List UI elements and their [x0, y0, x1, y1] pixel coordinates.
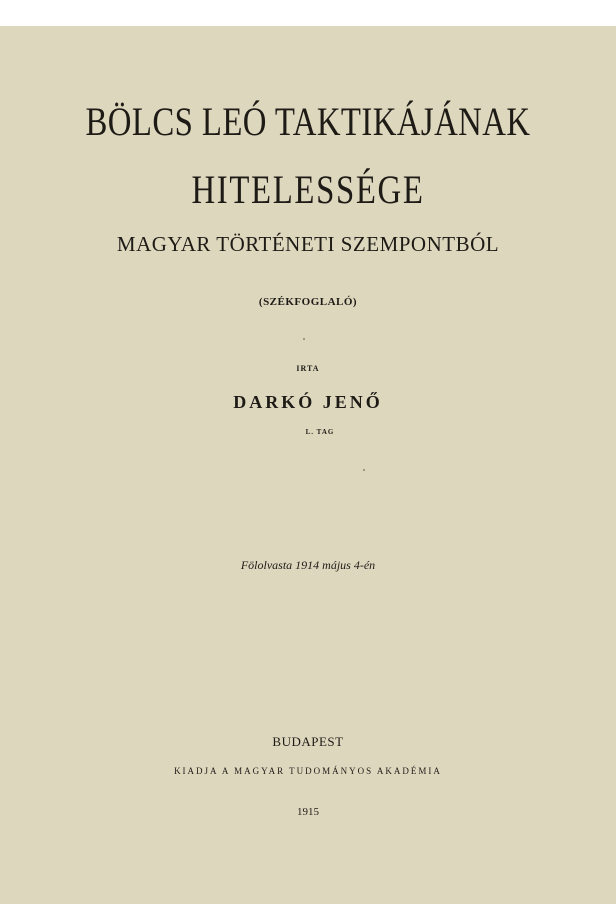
publication-year: 1915: [297, 806, 319, 818]
inaugural-note: (SZÉKFOGLALÓ): [258, 296, 358, 308]
publication-city: BUDAPEST: [272, 734, 344, 749]
title-page: [0, 26, 616, 904]
publisher: KIADJA A MAGYAR TUDOMÁNYOS AKADÉMIA: [174, 766, 442, 776]
author-role: L. TAG: [305, 428, 335, 436]
read-date: Fölolvasta 1914 május 4-én: [240, 558, 376, 572]
title-line-1: BÖLCS LEÓ TAKTIKÁJÁNAK: [85, 99, 531, 144]
author-name: DARKÓ JENŐ: [233, 392, 383, 412]
paper-speck: [363, 469, 365, 471]
paper-speck: [303, 338, 305, 340]
subtitle: MAGYAR TÖRTÉNETI SZEMPONTBÓL: [116, 232, 500, 256]
byline-label: IRTA: [296, 364, 320, 373]
title-line-2: HITELESSÉGE: [191, 167, 425, 212]
